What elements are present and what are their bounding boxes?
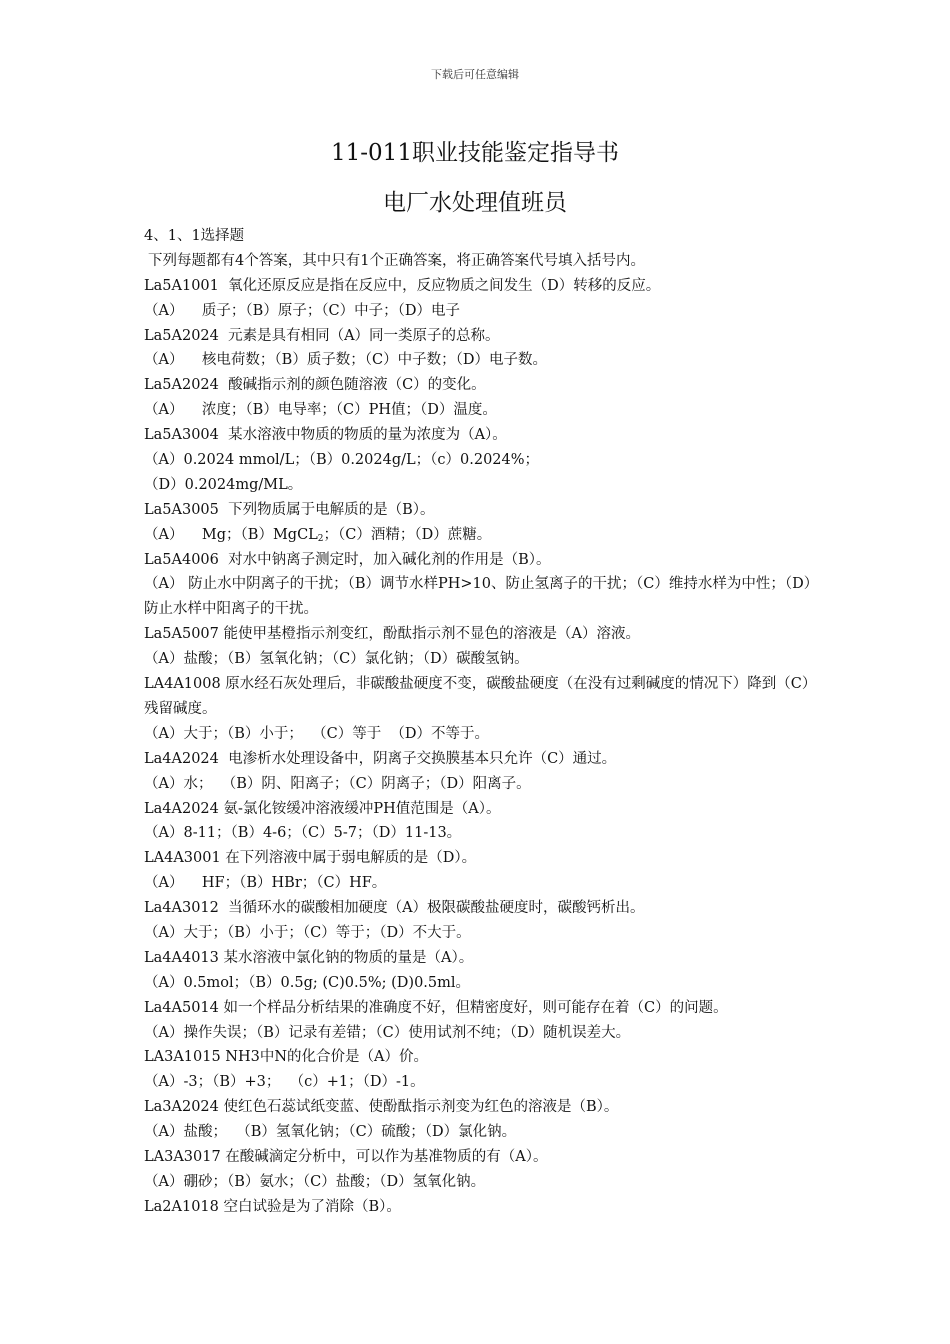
answer-options: （A）大于；（B）小于；（C）等于；（D）不大于。 <box>144 925 471 941</box>
answer-options: （D）0.2024mg/ML。 <box>144 476 303 493</box>
question-text: La4A5014 如一个样品分析结果的准确度不好，但精密度好，则可能存在着（C）的问题。 <box>144 999 728 1016</box>
document-title: 11-011职业技能鉴定指导书 <box>331 140 619 166</box>
question-text: La4A4013 某水溶液中氯化钠的物质的量是（A）。 <box>144 949 474 966</box>
answer-options: （A）操作失误；（B）记录有差错；（C）使用试剂不纯；（D）随机误差大。 <box>144 1024 631 1041</box>
header-note: 下载后可任意编辑 <box>431 68 519 81</box>
answer-options: （A） HF；（B）HBr；（C）HF。 <box>144 875 387 892</box>
answer-options: （A）硼砂；（B）氨水；（C）盐酸；（D）氢氧化钠。 <box>144 1173 486 1190</box>
question-text: LA4A3001 在下列溶液中属于弱电解质的是（D）。 <box>144 850 477 867</box>
question-text: La5A3005 下列物质属于电解质的是（B）。 <box>144 501 435 518</box>
question-text: LA3A3017 在酸碱滴定分析中，可以作为基准物质的有（A）。 <box>144 1149 548 1166</box>
question-text: LA4A1008 原水经石灰处理后，非碳酸盐硬度不变，碳酸盐硬度（在没有过剩碱度的情况下）降到（C）残留碱度。 <box>144 676 810 717</box>
answer-options: （A）8-11；（B）4-6；（C）5-7；（D）11-13。 <box>144 825 462 842</box>
answer-text: ；（C）酒精；（D）蔗糖。 <box>323 526 492 543</box>
answer-options: （A）水； （B）阴、阳离子；（C）阴离子；（D）阳离子。 <box>144 775 531 792</box>
document-subtitle: 电厂水处理值班员 <box>383 190 567 216</box>
question-text: La5A5007 能使甲基橙指示剂变红，酚酞指示剂不显色的溶液是（A）溶液。 <box>144 626 640 643</box>
question-text: LA3A1015 NH3中N的化合价是（A）价。 <box>144 1049 429 1066</box>
question-text: La2A1018 空白试验是为了消除（B）。 <box>144 1198 401 1215</box>
answer-options: （A）大于；（B）小于； （C）等于 （D）不等于。 <box>144 725 490 742</box>
question-text: La4A2024 氨-氯化铵缓冲溶液缓冲PH值范围是（A）。 <box>144 800 501 817</box>
question-text: La4A2024 电渗析水处理设备中，阴离子交换膜基本只允许（C）通过。 <box>144 750 617 767</box>
instructions: 下列每题都有4个答案，其中只有1个正确答案，将正确答案代号填入括号内。 <box>148 252 645 269</box>
answer-options: （A）盐酸； （B）氢氧化钠；（C）硫酸；（D）氯化钠。 <box>144 1124 517 1141</box>
answer-options: （A）0.2024 mmol/L；（B）0.2024g/L；（c）0.2024%； <box>144 452 540 469</box>
answer-options: （A） 浓度；（B）电导率；（C）PH值；（D）温度。 <box>144 402 497 419</box>
answer-text: （A） Mg；（B）MgCL <box>144 526 318 543</box>
question-text: La5A3004 某水溶液中物质的物质的量为浓度为（A）。 <box>144 427 507 444</box>
section-heading: 4、1、1选择题 <box>144 228 245 244</box>
answer-options: （A）0.5mol；（B）0.5g; (C)0.5%; (D)0.5ml。 <box>144 974 471 991</box>
answer-options: （A）盐酸；（B）氢氧化钠；（C）氯化钠；（D）碳酸氢钠。 <box>144 651 529 668</box>
question-text: La5A2024 酸碱指示剂的颜色随溶液（C）的变化。 <box>144 377 486 394</box>
answer-options <box>144 523 812 548</box>
question-text: La4A3012 当循环水的碳酸相加硬度（A）极限碳酸盐硬度时，碳酸钙析出。 <box>144 900 645 917</box>
question-text: La3A2024 使红色石蕊试纸变蓝、使酚酞指示剂变为红色的溶液是（B）。 <box>144 1099 619 1116</box>
question-list <box>144 224 812 1220</box>
question-text: La5A4006 对水中钠离子测定时，加入碱化剂的作用是（B）。 <box>144 551 551 568</box>
answer-options: （A） 质子；（B）原子；（C）中子；（D）电子 <box>144 302 461 319</box>
subscript: 2 <box>317 533 324 544</box>
answer-options: （A） 核电荷数；（B）质子数；（C）中子数；（D）电子数。 <box>144 352 548 369</box>
question-text: La5A2024 元素是具有相同（A）同一类原子的总称。 <box>144 327 500 344</box>
answer-options: （A）-3；（B）+3； （c）+1；（D）-1。 <box>144 1074 425 1091</box>
answer-options: （A） 防止水中阴离子的干扰；（B）调节水样PH>10、防止氢离子的干扰；（C）维持水样为中性；（D）防止水样中阳离子的干扰。 <box>144 576 811 618</box>
question-text: La5A1001 氧化还原反应是指在反应中，反应物质之间发生（D）转移的反应。 <box>144 277 661 294</box>
